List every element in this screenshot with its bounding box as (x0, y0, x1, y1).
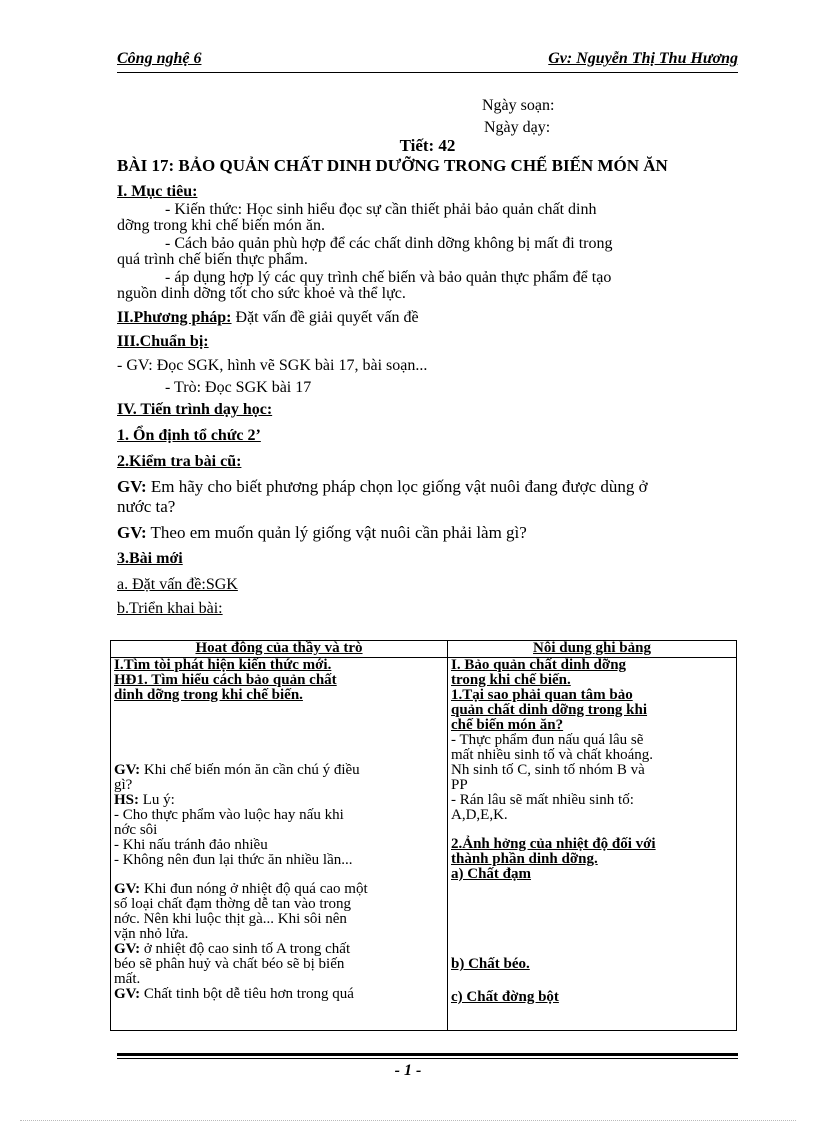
right-line: - Thực phẩm đun nấu quá lâu sẽ (451, 732, 644, 748)
lesson-title: BÀI 17: BẢO QUẢN CHẤT DINH DƯỠNG TRONG CHẾ BIẾN MÓN ĂN (117, 156, 668, 175)
hs-label: HS: (114, 792, 140, 808)
step-3: 3.Bài mới (117, 550, 183, 567)
question-text: Theo em muốn quản lý giống vật nuôi cần phải làm gì? (146, 523, 527, 542)
left-line (114, 882, 444, 897)
question-1 (117, 479, 648, 495)
right-heading: I. Bảo quản chất dinh dỡng (451, 657, 627, 673)
prep-date: Ngày soạn: (482, 97, 555, 114)
right-line: mất nhiều sinh tố và chất khoáng. (451, 747, 654, 763)
objective-line: nguồn dinh dỡng tốt cho sức khoẻ và thể lực. (117, 285, 406, 302)
prepare-hs: - Trò: Đọc SGK bài 17 (165, 379, 312, 396)
header-rule (117, 72, 738, 73)
objective-line: - Kiến thức: Học sinh hiểu đọc sự cần thiết phải bảo quản chất dinh (165, 201, 597, 218)
right-line: PP (451, 777, 468, 793)
teacher-student-cell (111, 658, 448, 1031)
board-content-cell (448, 658, 737, 1031)
step-b: b.Triển khai bài: (117, 600, 223, 617)
step-1: 1. Ổn định tổ chức 2’ (117, 427, 261, 444)
left-line (114, 763, 444, 778)
right-heading: chế biến món ăn? (451, 717, 564, 733)
left-line (114, 793, 444, 808)
left-text: Chất tinh bột dễ tiêu hơn trong quá (140, 986, 354, 1002)
question-label: GV: (117, 477, 147, 496)
left-line: - Cho thực phẩm vào luộc hay nấu khi (114, 807, 344, 823)
page-number: - 1 - (394, 1062, 422, 1079)
column-header: Hoat đông của thầy và trò (111, 641, 448, 658)
left-line: béo sẽ phân huỷ và chất béo sẽ bị biến (114, 956, 345, 972)
objective-line: - áp dụng hợp lý các quy trình chế biến và bảo quản thực phẩm để tạo (165, 269, 612, 286)
page-edge (20, 1120, 796, 1121)
right-line: A,D,E,K. (451, 807, 508, 823)
right-heading: thành phần dinh dỡng. (451, 851, 598, 867)
gv-label: GV: (114, 941, 141, 957)
method-text: Đặt vấn đề giải quyết vấn đề (231, 309, 419, 326)
left-line: nớc. Nên khi luộc thịt gà... Khi sôi nên (114, 911, 347, 927)
left-line: - Khi nấu tránh đảo nhiều (114, 837, 268, 853)
left-heading: I.Tìm tòi phát hiện kiến thức mới. (114, 657, 332, 673)
question-2 (117, 525, 527, 541)
question-1-cont: nước ta? (117, 497, 176, 516)
right-heading: 2.Ảnh hởng của nhiệt độ đối với (451, 836, 656, 852)
header-teacher: Gv: Nguyễn Thị Thu Hương (548, 50, 738, 67)
left-heading: dinh dỡng trong khi chế biến. (114, 687, 303, 703)
left-text: Lu ý: (139, 792, 175, 808)
left-line: mất. (114, 971, 141, 987)
question-label: GV: (117, 523, 147, 542)
lesson-table (110, 640, 737, 1031)
right-heading: c) Chất đờng bột (451, 989, 559, 1005)
process-heading: IV. Tiến trình dạy học: (117, 401, 273, 418)
left-line: - Không nên đun lại thức ăn nhiều lần... (114, 852, 353, 868)
method-heading: II.Phương pháp: (117, 309, 232, 326)
left-line: số loại chất đạm thờng dễ tan vào trong (114, 896, 352, 912)
gv-label: GV: (114, 881, 141, 897)
right-heading: b) Chất béo. (451, 956, 530, 972)
table-header-row (111, 641, 737, 658)
objectives-heading: I. Mục tiêu: (117, 183, 198, 200)
right-line: Nh sinh tố C, sinh tố nhóm B và (451, 762, 645, 778)
column-header: Nôi dung ghi bảng (448, 641, 737, 658)
left-text: Khi đun nóng ở nhiệt độ quá cao một (140, 881, 368, 897)
gv-label: GV: (114, 762, 141, 778)
objective-line: - Cách bảo quản phù hợp để các chất dinh dỡng không bị mất đi trong (165, 235, 613, 252)
step-a: a. Đặt vấn đề:SGK (117, 576, 238, 593)
left-line (114, 987, 444, 1002)
left-line: gì? (114, 777, 133, 793)
method-section (117, 310, 419, 326)
question-text: Em hãy cho biết phương pháp chọn lọc giống vật nuôi đang được dùng ở (146, 477, 648, 496)
objective-line: quá trình chế biến thực phẩm. (117, 251, 308, 268)
gv-label: GV: (114, 986, 141, 1002)
prepare-heading: III.Chuẩn bị: (117, 333, 209, 350)
lesson-period: Tiết: 42 (399, 136, 456, 155)
right-heading: trong khi chế biến. (451, 672, 571, 688)
footer-rule (117, 1053, 738, 1056)
step-2: 2.Kiểm tra bài cũ: (117, 453, 242, 470)
left-line (114, 942, 444, 957)
prepare-gv: - GV: Đọc SGK, hình vẽ SGK bài 17, bài soạn... (117, 357, 428, 374)
right-heading: 1.Tại sao phải quan tâm bảo (451, 687, 633, 703)
teach-date: Ngày dạy: (484, 119, 551, 136)
left-line: nớc sôi (114, 822, 158, 838)
right-line: - Rán lâu sẽ mất nhiều sinh tố: (451, 792, 634, 808)
table-row (111, 658, 737, 1031)
left-heading: HĐ1. Tìm hiểu cách bảo quản chất (114, 672, 337, 688)
objective-line: dỡng trong khi chế biến món ăn. (117, 217, 325, 234)
footer-rule (117, 1058, 738, 1059)
right-heading: quản chất dinh dỡng trong khi (451, 702, 648, 718)
header-subject: Công nghệ 6 (117, 50, 202, 67)
right-heading: a) Chất đạm (451, 866, 532, 882)
lesson-dates (482, 95, 554, 139)
left-text: Khi chế biến món ăn cần chú ý điều (140, 762, 360, 778)
left-line: vặn nhỏ lửa. (114, 926, 189, 942)
left-text: ở nhiệt độ cao sinh tố A trong chất (140, 941, 351, 957)
